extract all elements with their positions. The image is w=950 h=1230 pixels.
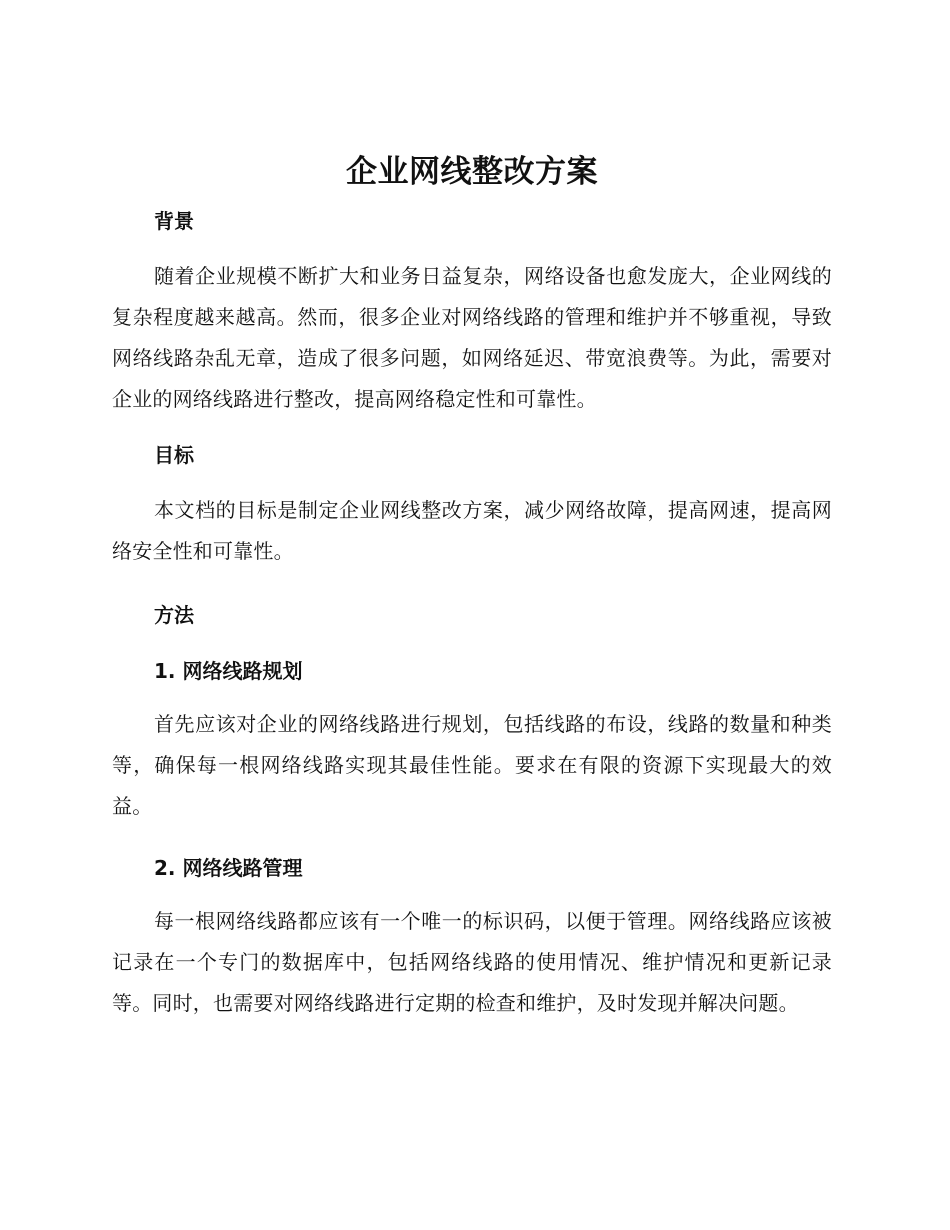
paragraph-background: 随着企业规模不断扩大和业务日益复杂，网络设备也愈发庞大，企业网线的复杂程度越来越高。然而，很多企业对网络线路的管理和维护并不够重视，导致网络线路杂乱无章，造成了很多问题，如网络延迟、带宽浪费等。为此，需要对企业的网络线路进行整改，提高网络稳定性和可靠性。 bbox=[112, 264, 832, 411]
section-heading-method: 方法 bbox=[154, 603, 194, 627]
paragraph-line-management: 每一根网络线路都应该有一个唯一的标识码，以便于管理。网络线路应该被记录在一个专门的数据库中，包括网络线路的使用情况、维护情况和更新记录等。同时，也需要对网络线路进行定期的检查和维护，及时发现并解决问题。 bbox=[112, 909, 832, 1015]
section-heading-background: 背景 bbox=[154, 209, 194, 233]
paragraph-line-planning: 首先应该对企业的网络线路进行规划，包括线路的布设，线路的数量和种类等，确保每一根网络线路实现其最佳性能。要求在有限的资源下实现最大的效益。 bbox=[112, 712, 832, 818]
document-page bbox=[112, 150, 832, 1024]
paragraph-goal: 本文档的目标是制定企业网线整改方案，减少网络故障，提高网速，提高网络安全性和可靠性。 bbox=[112, 498, 832, 563]
section-heading-goal: 目标 bbox=[154, 443, 194, 467]
subsection-heading-line-management: 2. 网络线路管理 bbox=[154, 856, 303, 880]
document-title: 企业网线整改方案 bbox=[346, 154, 598, 190]
subsection-heading-line-planning: 1. 网络线路规划 bbox=[154, 659, 303, 683]
